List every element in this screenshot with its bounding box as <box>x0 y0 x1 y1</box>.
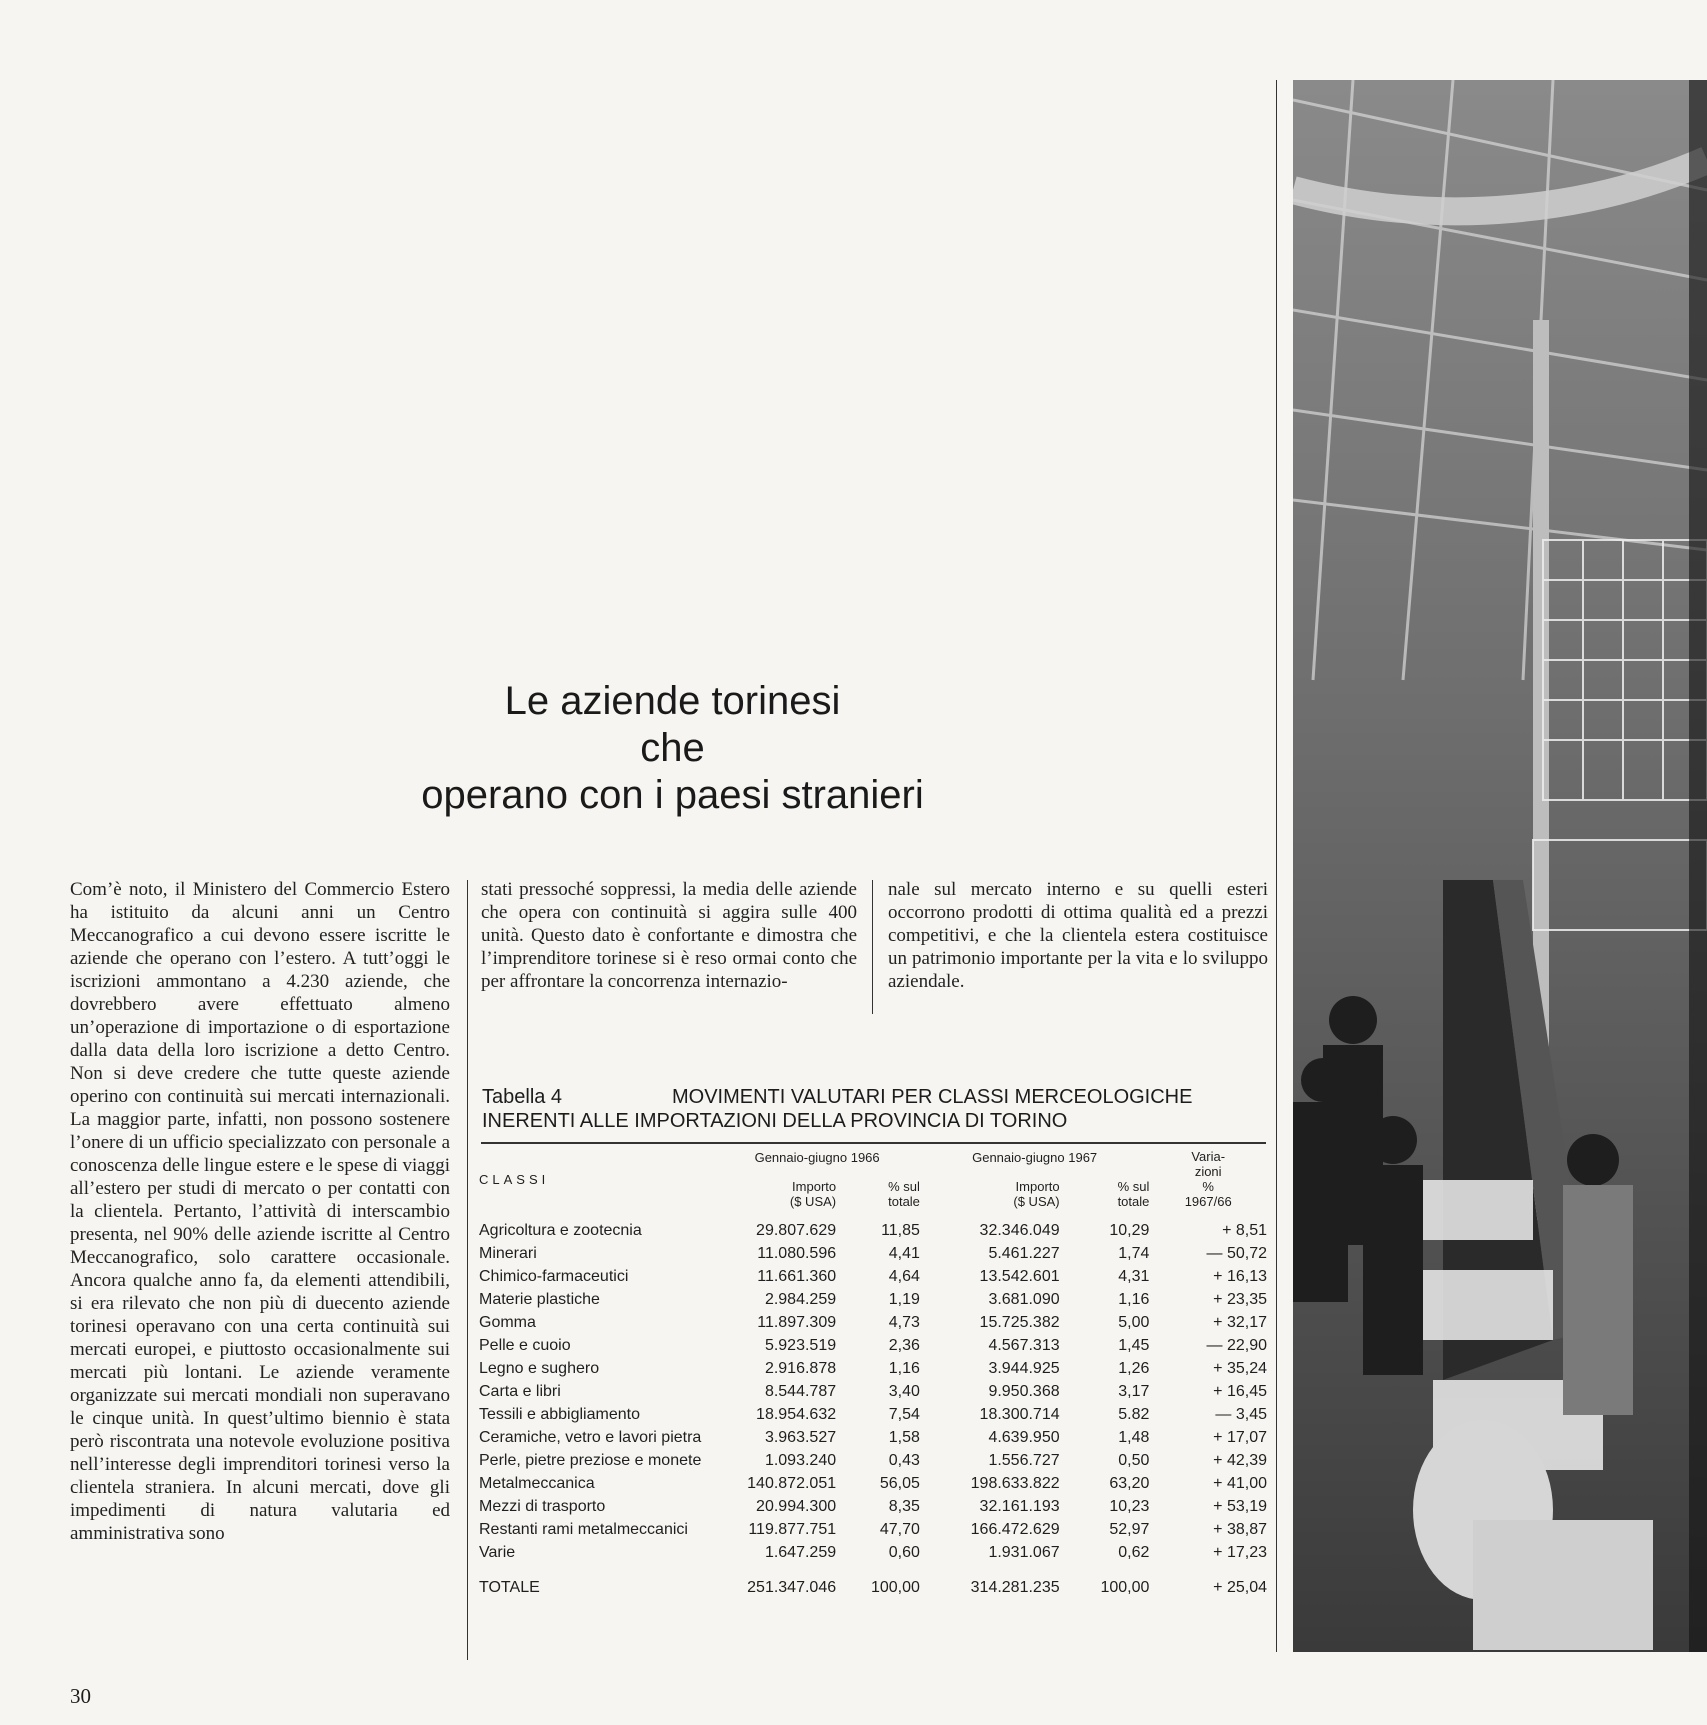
page-number: 30 <box>70 1684 91 1708</box>
cell-class: Varie <box>479 1544 516 1561</box>
header-var-line: % <box>1202 1179 1214 1194</box>
table-row <box>479 1449 1269 1472</box>
column-divider <box>872 880 873 1014</box>
table-row <box>479 1472 1269 1495</box>
cell-import-1966: 11.080.596 <box>757 1245 837 1262</box>
body-column-1: Com’è noto, il Ministero del Commercio Estero ha istituito da alcuni anni un Centro Meccanografico a cui devono essere iscritte le aziende che operano con l’estero. A tutt’oggi le iscrizioni ammontano a 4.230 aziende, che dovrebbero avere effettuato almeno un’operazione di importazione o di esportazione dalla data della loro iscrizione a detto Centro. Non si deve credere che tutte queste aziende operino con continuità sui mercati internazionali. La maggior parte, infatti, non possono sostenere l’onere di un ufficio specializzato con personale a conoscenza delle lingue estere e le spese di viaggi all’estero per studi di mercato o per contatti con la clientela. Pertanto, l’attività di interscambio presenta, nel 90% delle aziende iscritte al Centro Meccanografico, solo carattere occasionale. Ancora qualche anno fa, da elementi attendibili, si era rilevato che non più di duecento aziende torinesi operavano con una certa continuità sui mercati europei, e piuttosto occasionalmente sui mercati più lontani. Le aziende veramente organizzate sui mercati mondiali non superavano le cinque unità. In quest’ultimo biennio è stata però riscontrata una notevole evoluzione positiva nell’interesse degli imprenditori torinesi verso la clientela straniera. In alcuni mercati, dove gli impedimenti di natura valutaria ed amministrativa sono <box>70 879 450 1544</box>
cell-variation: + 16,45 <box>1213 1383 1267 1400</box>
cell-import-1967: 15.725.382 <box>979 1314 1060 1331</box>
table-title-line1: MOVIMENTI VALUTARI PER CLASSI MERCEOLOGICHE <box>672 1086 1193 1108</box>
cell-class: Agricoltura e zootecnia <box>479 1222 642 1239</box>
header-text: Importo <box>792 1179 837 1194</box>
cell-pct-1966: 0,43 <box>888 1452 920 1469</box>
title-line: operano con i paesi stranieri <box>421 773 924 817</box>
table-row <box>479 1403 1269 1426</box>
cell-import-1966: 119.877.751 <box>748 1521 837 1538</box>
cell-variation: — 50,72 <box>1206 1245 1267 1262</box>
header-importo-1967 <box>920 1167 1060 1211</box>
cell-variation: + 17,23 <box>1213 1544 1267 1561</box>
table-header-row <box>479 1147 1269 1167</box>
cell-class: Metalmeccanica <box>479 1475 595 1492</box>
cell-import-1966: 20.994.300 <box>756 1498 837 1515</box>
cell-variation: + 35,24 <box>1213 1360 1267 1377</box>
table-heading <box>482 1085 1265 1133</box>
cell-class: Pelle e cuoio <box>479 1337 571 1354</box>
cell-pct-1966: 7,54 <box>888 1406 920 1423</box>
header-period-1966: Gennaio-giugno 1966 <box>754 1149 880 1165</box>
cell-import-1966: 2.916.878 <box>764 1360 837 1377</box>
table-row <box>479 1265 1269 1288</box>
cell-variation: + 53,19 <box>1213 1498 1267 1515</box>
table-row <box>479 1426 1269 1449</box>
table-title-line2: INERENTI ALLE IMPORTAZIONI DELLA PROVINCIA DI TORINO <box>482 1110 1068 1132</box>
cell-variation: + 42,39 <box>1213 1452 1267 1469</box>
header-text: ($ USA) <box>1013 1194 1060 1209</box>
cell-pct-1967: 3,17 <box>1118 1383 1150 1400</box>
import-table <box>479 1147 1269 1599</box>
cell-import-1967: 13.542.601 <box>979 1268 1060 1285</box>
cell-import-1967: 32.161.193 <box>979 1498 1060 1515</box>
cell-import-1967: 32.346.049 <box>979 1222 1060 1239</box>
cell-variation: + 8,51 <box>1222 1222 1267 1239</box>
header-text: ($ USA) <box>789 1194 837 1209</box>
cell-pct-1967: 0,62 <box>1118 1544 1150 1561</box>
factory-photo-illustration <box>1293 80 1707 1652</box>
cell-variation: + 38,87 <box>1213 1521 1267 1538</box>
cell-pct-1966: 1,16 <box>888 1360 920 1377</box>
header-period-1967: Gennaio-giugno 1967 <box>972 1149 1098 1165</box>
cell-import-1966: 29.807.629 <box>756 1222 837 1239</box>
cell-class: Legno e sughero <box>479 1360 600 1377</box>
table-row <box>479 1495 1269 1518</box>
table-total-row <box>479 1564 1269 1599</box>
cell-variation: — 3,45 <box>1215 1406 1267 1423</box>
cell-import-1967: 9.950.368 <box>988 1383 1060 1400</box>
cell-import-1966: 1.093.240 <box>764 1452 837 1469</box>
column-divider <box>467 880 468 1660</box>
factory-photo <box>1293 80 1707 1652</box>
cell-pct-1967: 52,97 <box>1109 1521 1150 1538</box>
cell-pct-1967: 10,29 <box>1109 1222 1150 1239</box>
cell-class: Gomma <box>479 1314 536 1331</box>
cell-import-1967: 18.300.714 <box>979 1406 1060 1423</box>
table-top-rule <box>481 1142 1266 1144</box>
header-var-line: zioni <box>1194 1164 1222 1179</box>
cell-class: Restanti rami metalmeccanici <box>479 1521 688 1538</box>
cell-pct-1967: 63,20 <box>1109 1475 1150 1492</box>
table-row <box>479 1357 1269 1380</box>
title-line: che <box>640 726 705 770</box>
cell-pct-1967: 5,00 <box>1118 1314 1150 1331</box>
cell-pct-1966: 3,40 <box>888 1383 920 1400</box>
header-text: % sul <box>1117 1179 1150 1194</box>
body-column-2: stati pressoché soppressi, la media delle aziende che opera con continuità si aggira sulle 400 unità. Questo dato è confortante e dimostra che l’imprenditore torinese si è reso ormai conto che per affrontare la concorrenza internazio- <box>481 879 857 992</box>
cell-variation: — 22,90 <box>1206 1337 1267 1354</box>
header-text: totale <box>1117 1194 1150 1209</box>
cell-variation: + 17,07 <box>1213 1429 1267 1446</box>
photo-divider <box>1276 80 1277 1652</box>
header-text: % sul <box>888 1179 920 1194</box>
header-importo-1966 <box>714 1167 836 1211</box>
cell-class: Tessili e abbigliamento <box>479 1406 640 1423</box>
table-row <box>479 1219 1269 1242</box>
cell-import-1967: 4.567.313 <box>988 1337 1060 1354</box>
header-text: totale <box>888 1194 920 1209</box>
cell-import-1967: 5.461.227 <box>988 1245 1060 1262</box>
cell-pct-1966: 11,85 <box>881 1222 920 1239</box>
cell-import-1966: 8.544.787 <box>764 1383 837 1400</box>
cell-variation: + 16,13 <box>1213 1268 1267 1285</box>
cell-import-1966: 251.347.046 <box>747 1579 837 1596</box>
cell-class: Carta e libri <box>479 1383 561 1400</box>
article-title <box>330 678 1015 819</box>
cell-import-1966: 3.963.527 <box>764 1429 837 1446</box>
cell-class: Mezzi di trasporto <box>479 1498 606 1515</box>
header-text: Importo <box>1015 1179 1060 1194</box>
cell-variation: + 32,17 <box>1213 1314 1267 1331</box>
cell-import-1967: 166.472.629 <box>970 1521 1060 1538</box>
cell-pct-1966: 100,00 <box>870 1579 920 1596</box>
table-row <box>479 1518 1269 1541</box>
header-var-line: 1967/66 <box>1184 1194 1232 1209</box>
cell-import-1967: 4.639.950 <box>988 1429 1060 1446</box>
cell-pct-1967: 4,31 <box>1118 1268 1150 1285</box>
header-spacer <box>479 1211 1269 1219</box>
table-row <box>479 1380 1269 1403</box>
table-row <box>479 1288 1269 1311</box>
cell-import-1967: 198.633.822 <box>970 1475 1060 1492</box>
header-var-line: Varia- <box>1191 1149 1226 1164</box>
cell-pct-1966: 2,36 <box>888 1337 920 1354</box>
header-variazioni <box>1149 1147 1269 1211</box>
cell-variation: + 25,04 <box>1213 1579 1267 1596</box>
cell-import-1967: 1.931.067 <box>988 1544 1060 1561</box>
table-row <box>479 1541 1269 1564</box>
cell-pct-1967: 1,16 <box>1118 1291 1150 1308</box>
cell-class: Ceramiche, vetro e lavori pietra <box>479 1429 702 1446</box>
cell-import-1966: 11.661.360 <box>757 1268 837 1285</box>
cell-pct-1967: 1,48 <box>1118 1429 1150 1446</box>
cell-class: TOTALE <box>479 1579 540 1596</box>
cell-pct-1966: 1,58 <box>888 1429 920 1446</box>
cell-import-1967: 3.681.090 <box>988 1291 1060 1308</box>
header-pct-1966 <box>836 1167 920 1211</box>
cell-pct-1966: 0,60 <box>888 1544 920 1561</box>
cell-import-1967: 314.281.235 <box>970 1579 1060 1596</box>
cell-import-1966: 1.647.259 <box>764 1544 837 1561</box>
header-classi: CLASSI <box>479 1171 550 1187</box>
cell-import-1967: 1.556.727 <box>988 1452 1060 1469</box>
cell-pct-1966: 4,73 <box>888 1314 920 1331</box>
cell-pct-1967: 1,26 <box>1118 1360 1150 1377</box>
cell-pct-1966: 1,19 <box>888 1291 920 1308</box>
cell-pct-1966: 8,35 <box>888 1498 920 1515</box>
cell-import-1966: 2.984.259 <box>764 1291 837 1308</box>
table-row <box>479 1242 1269 1265</box>
table-number: Tabella 4 <box>482 1086 563 1108</box>
table-row <box>479 1334 1269 1357</box>
cell-class: Materie plastiche <box>479 1291 600 1308</box>
cell-pct-1967: 100,00 <box>1100 1579 1150 1596</box>
header-pct-1967 <box>1060 1167 1150 1211</box>
body-column-3: nale sul mercato interno e su quelli esteri occorrono prodotti di ottima qualità ed a prezzi competitivi, e che la clientela estera costituisce un patrimonio importante per la vita e lo sviluppo aziendale. <box>888 879 1268 992</box>
cell-pct-1966: 56,05 <box>879 1475 920 1492</box>
title-line: Le aziende torinesi <box>504 679 841 723</box>
cell-variation: + 23,35 <box>1213 1291 1267 1308</box>
cell-pct-1967: 0,50 <box>1118 1452 1150 1469</box>
cell-import-1966: 18.954.632 <box>756 1406 837 1423</box>
cell-pct-1967: 5.82 <box>1118 1406 1150 1423</box>
cell-import-1966: 11.897.309 <box>757 1314 837 1331</box>
table-row <box>479 1311 1269 1334</box>
cell-import-1966: 140.872.051 <box>747 1475 837 1492</box>
cell-class: Chimico-farmaceutici <box>479 1268 629 1285</box>
cell-variation: + 41,00 <box>1213 1475 1267 1492</box>
cell-import-1966: 5.923.519 <box>764 1337 837 1354</box>
cell-import-1967: 3.944.925 <box>988 1360 1060 1377</box>
cell-class: Minerari <box>479 1245 537 1262</box>
cell-pct-1967: 10,23 <box>1109 1498 1150 1515</box>
cell-pct-1967: 1,45 <box>1118 1337 1150 1354</box>
cell-pct-1966: 47,70 <box>879 1521 920 1538</box>
cell-pct-1967: 1,74 <box>1118 1245 1150 1262</box>
cell-pct-1966: 4,41 <box>888 1245 920 1262</box>
cell-pct-1966: 4,64 <box>888 1268 920 1285</box>
cell-class: Perle, pietre preziose e monete <box>479 1452 702 1469</box>
